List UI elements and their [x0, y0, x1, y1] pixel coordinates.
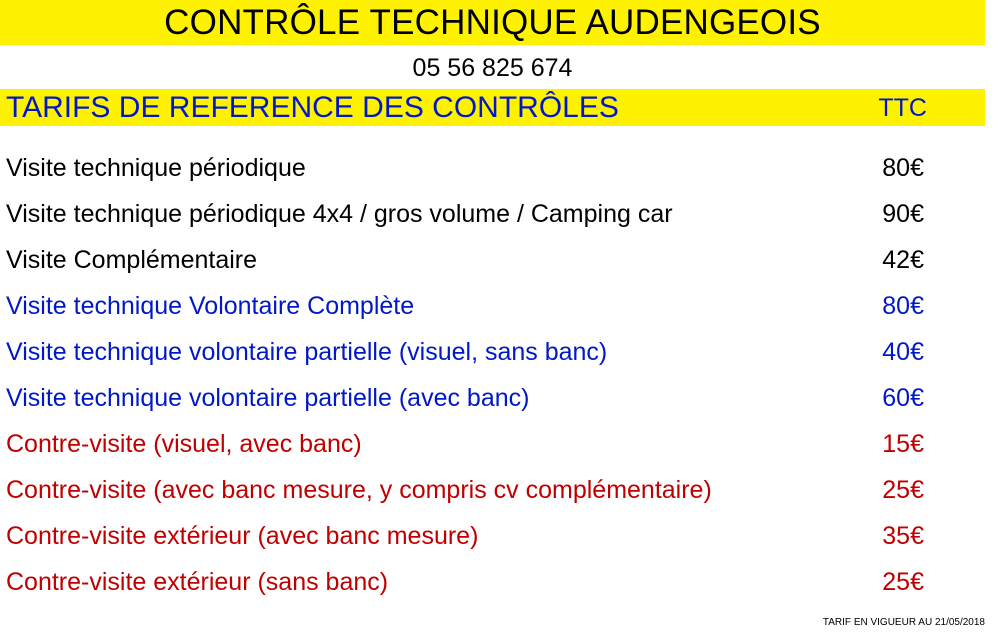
- price-row: [0, 191, 985, 237]
- tax-label: TTC: [878, 94, 927, 122]
- header-banner: [0, 0, 985, 45]
- price-row-label: Visite technique périodique 4x4 / gros volume / Camping car: [6, 200, 673, 228]
- price-list: [0, 145, 985, 605]
- price-row-value: 42€: [882, 246, 924, 274]
- price-row: [0, 513, 985, 559]
- price-row: [0, 375, 985, 421]
- price-row-label: Contre-visite extérieur (avec banc mesure): [6, 522, 479, 550]
- validity-note: TARIF EN VIGUEUR AU 21/05/2018: [822, 617, 985, 628]
- price-row-label: Visite technique volontaire partielle (visuel, sans banc): [6, 338, 608, 366]
- price-row-value: 25€: [882, 568, 924, 596]
- price-row: [0, 467, 985, 513]
- price-row: [0, 283, 985, 329]
- company-title: CONTRÔLE TECHNIQUE AUDENGEOIS: [164, 3, 821, 42]
- tariffs-heading: TARIFS DE REFERENCE DES CONTRÔLES: [6, 91, 619, 124]
- price-row: [0, 145, 985, 191]
- price-row-label: Contre-visite (visuel, avec banc): [6, 430, 362, 458]
- price-row-value: 25€: [882, 476, 924, 504]
- price-row-value: 15€: [882, 430, 924, 458]
- price-row: [0, 237, 985, 283]
- price-row: [0, 329, 985, 375]
- price-row-label: Visite Complémentaire: [6, 246, 258, 274]
- price-row-value: 35€: [882, 522, 924, 550]
- price-row-value: 40€: [882, 338, 924, 366]
- price-row: [0, 559, 985, 605]
- price-row-value: 60€: [882, 384, 924, 412]
- price-row-label: Visite technique périodique: [6, 154, 306, 182]
- price-row-value: 80€: [882, 292, 924, 320]
- price-row-label: Visite technique volontaire partielle (avec banc): [6, 384, 530, 412]
- price-row-value: 90€: [882, 200, 924, 228]
- tariffs-heading-banner: [0, 89, 985, 126]
- price-row-label: Contre-visite extérieur (sans banc): [6, 568, 389, 596]
- price-row-value: 80€: [882, 154, 924, 182]
- phone-number: 05 56 825 674: [412, 53, 573, 82]
- price-row-label: Visite technique Volontaire Complète: [6, 292, 415, 320]
- price-row: [0, 421, 985, 467]
- price-row-label: Contre-visite (avec banc mesure, y compris cv complémentaire): [6, 476, 712, 504]
